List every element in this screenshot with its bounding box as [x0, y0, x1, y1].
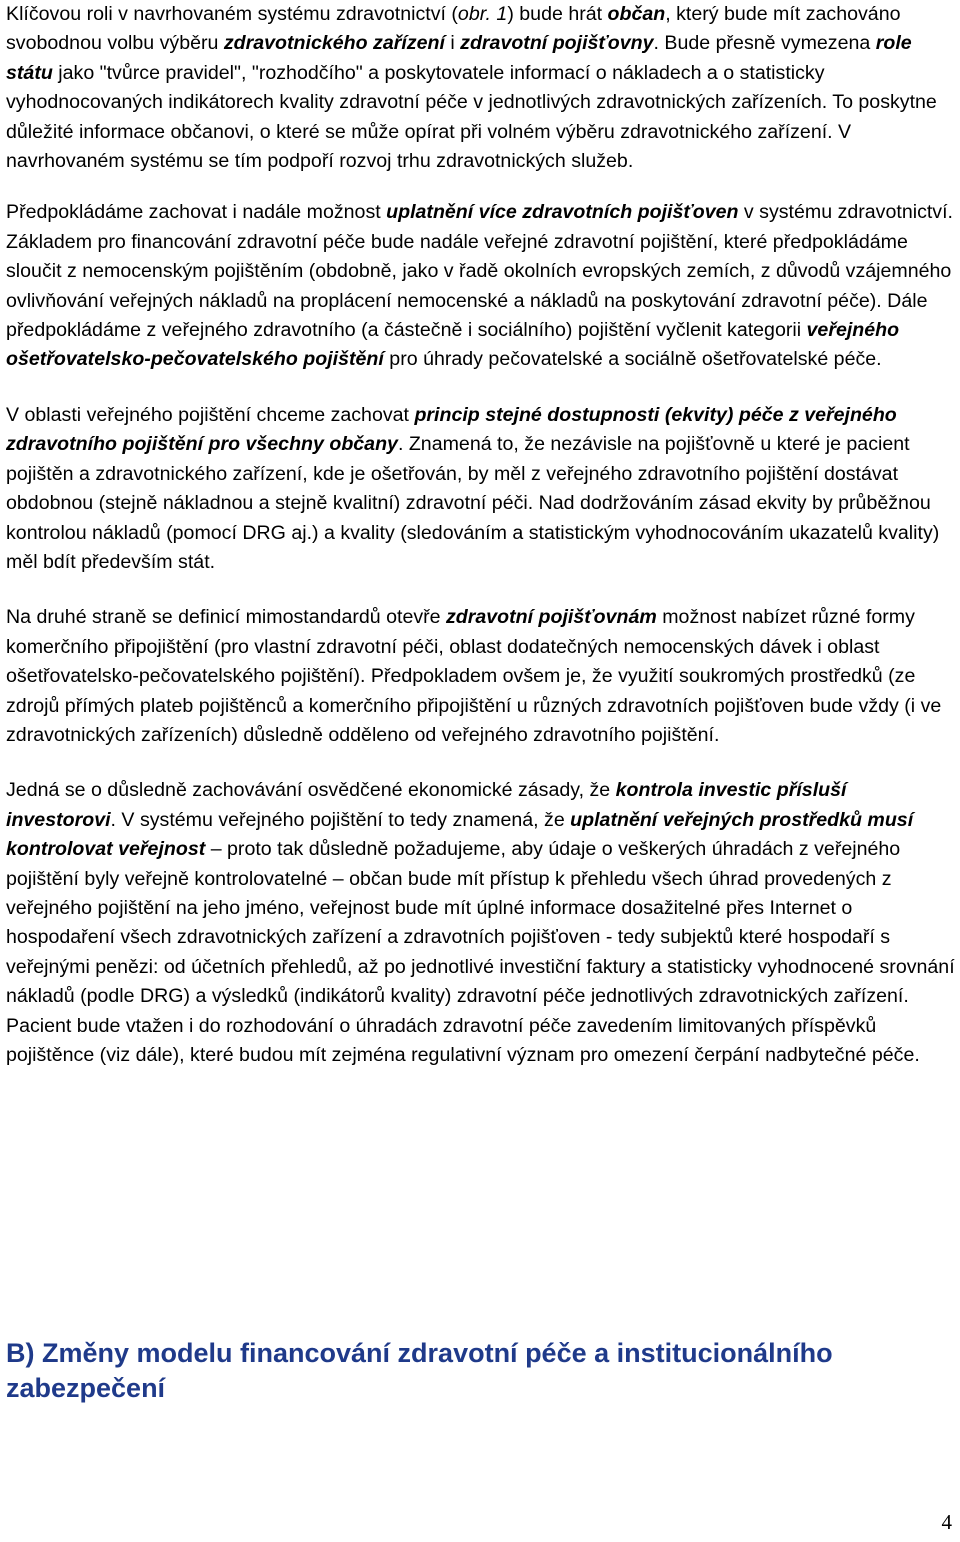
paragraph-commercial-insurance: [6, 603, 956, 750]
text-run: i: [444, 32, 461, 55]
text-run: Klíčovou roli v navrhovaném systému zdravotnictví (: [6, 3, 458, 25]
emphasis-text: kontrola investic přísluší investorovi: [6, 779, 847, 831]
text-run: Jedná se o důsledně zachovávání osvědčené ekonomické zásady, že: [6, 779, 616, 802]
page-number: 4: [941, 1510, 952, 1534]
document-body: [6, 0, 956, 1070]
text-run: Předpokládáme zachovat i nadále možnost: [6, 201, 387, 224]
section-heading: B) Změny modelu financování zdravotní péče a institucionálního zabezpečení: [6, 1338, 833, 1403]
text-run: . V systému veřejného pojištění to tedy znamená, že: [110, 808, 571, 831]
text-run: . Znamená to, že nezávisle na pojišťovně u které je pacient pojištěn a zdravotnického zařízení, kde je ošetřován, by měl z veřejného zdravotního pojištění dostávat obdobnou (stejně nákladnou a stejně kvalitní) zdravotní péči. Nad dodržováním zásad ekvity by průběžnou kontrolou nákladů (pomocí DRG aj.) a kvality (sledováním a statistickým vyhodnocováním ukazatelů kvality) měl bdít především stát.: [6, 433, 940, 573]
text-run: – proto tak důsledně požadujeme, aby údaje o veškerých úhradách z veřejného pojištění byly veřejně kontrolovatelné – občan bude mít přístup k přehledu všech úhrad provedených z veřejného pojištění na jeho jméno, veřejnost bude mít úplné informace dosažitelné přes Internet o hospodaření všech zdravotnických zařízení a zdravotních pojišťoven - tedy subjektů které hospodaří s veřejnými penězi: od účetních přehledů, až po jednotlivé investiční faktury a statisticky vyhodnocené srovnání nákladů (podle DRG) a výsledků (indikátorů kvality) zdravotní péče jednotlivých zdravotnických zařízení. Pacient bude vtažen i do rozhodování o úhradách zdravotní péče zavedením limitovaných příspěvků pojištěnce (viz dále), které budou mít zejména regulativní význam pro omezení čerpání nadbytečné péče.: [6, 838, 955, 1066]
emphasis-text: zdravotní pojišťovny: [460, 32, 654, 55]
emphasis-text: role státu: [6, 32, 912, 84]
emphasis-text: zdravotnického zařízení: [223, 32, 445, 55]
paragraph-citizen-role: [6, 0, 956, 176]
text-run: , který bude mít zachováno svobodnou volbu výběru: [6, 3, 901, 55]
paragraph-equity-principle: [6, 401, 956, 577]
text-run: jako "tvůrce pravidel", "rozhodčího" a poskytovatele informací o nákladech a o statisticky vyhodnocovaných indikátorech kvality zdravotní péče v jednotlivých zdravotnických zařízeních. To poskytne důležité informace občanovi, o které se může opírat při volném výběru zdravotnického zařízení. V navrhovaném systému se tím podpoří rozvoj trhu zdravotnických služeb.: [6, 61, 937, 173]
text-run: v systému zdravotnictví. Základem pro financování zdravotní péče bude nadále veřejné zdravotní pojištění, které předpokládáme sloučit z nemocenským pojištěním (obdobně, jako v řadě okolních evropských zemích, z důvodů vzájemného ovlivňování veřejných nákladů na proplácení nemocenské a nákladů na poskytování zdravotní péče). Dále předpokládáme z veřejného zdravotního (a částečně i sociálního) pojištění vyčlenit kategorii: [6, 201, 953, 342]
text-run: . Bude přesně vymezena: [653, 32, 876, 55]
text-run: V oblasti veřejného pojištění chceme zachovat: [6, 403, 415, 426]
text-run: ) bude hrát: [507, 3, 608, 25]
emphasis-text: zdravotní pojišťovnám: [446, 606, 657, 629]
emphasis-text: obr. 1: [457, 3, 508, 25]
emphasis-text: veřejného ošetřovatelsko-pečovatelského pojištění: [6, 319, 900, 371]
emphasis-text: uplatnění více zdravotních pojišťoven: [386, 201, 739, 224]
paragraph-public-control: [6, 776, 956, 1070]
text-run: možnost nabízet různé formy komerčního připojištění (pro vlastní zdravotní péči, oblast dodatečných nemocenských dávek i oblast ošetřovatelsko-pečovatelského pojištění). Předpokladem ovšem je, že využití soukromých prostředků (ze zdrojů přímých plateb pojištěnců a komerčního připojištění u různých zdravotních pojišťoven bude vždy (i ve zdravotnických zařízeních) důsledně odděleno od veřejného zdravotního pojištění.: [6, 606, 942, 746]
paragraph-insurance-companies: [6, 198, 956, 374]
text-run: pro úhrady pečovatelské a sociálně ošetřovatelské péče.: [383, 348, 882, 371]
emphasis-text: princip stejné dostupnosti (ekvity) péče z veřejného zdravotního pojištění pro všechny občany: [6, 403, 897, 456]
emphasis-text: uplatnění veřejných prostředků musí kontrolovat veřejnost: [6, 808, 914, 861]
emphasis-text: občan: [607, 3, 666, 25]
text-run: Na druhé straně se definicí mimostandardů otevře: [6, 606, 446, 629]
